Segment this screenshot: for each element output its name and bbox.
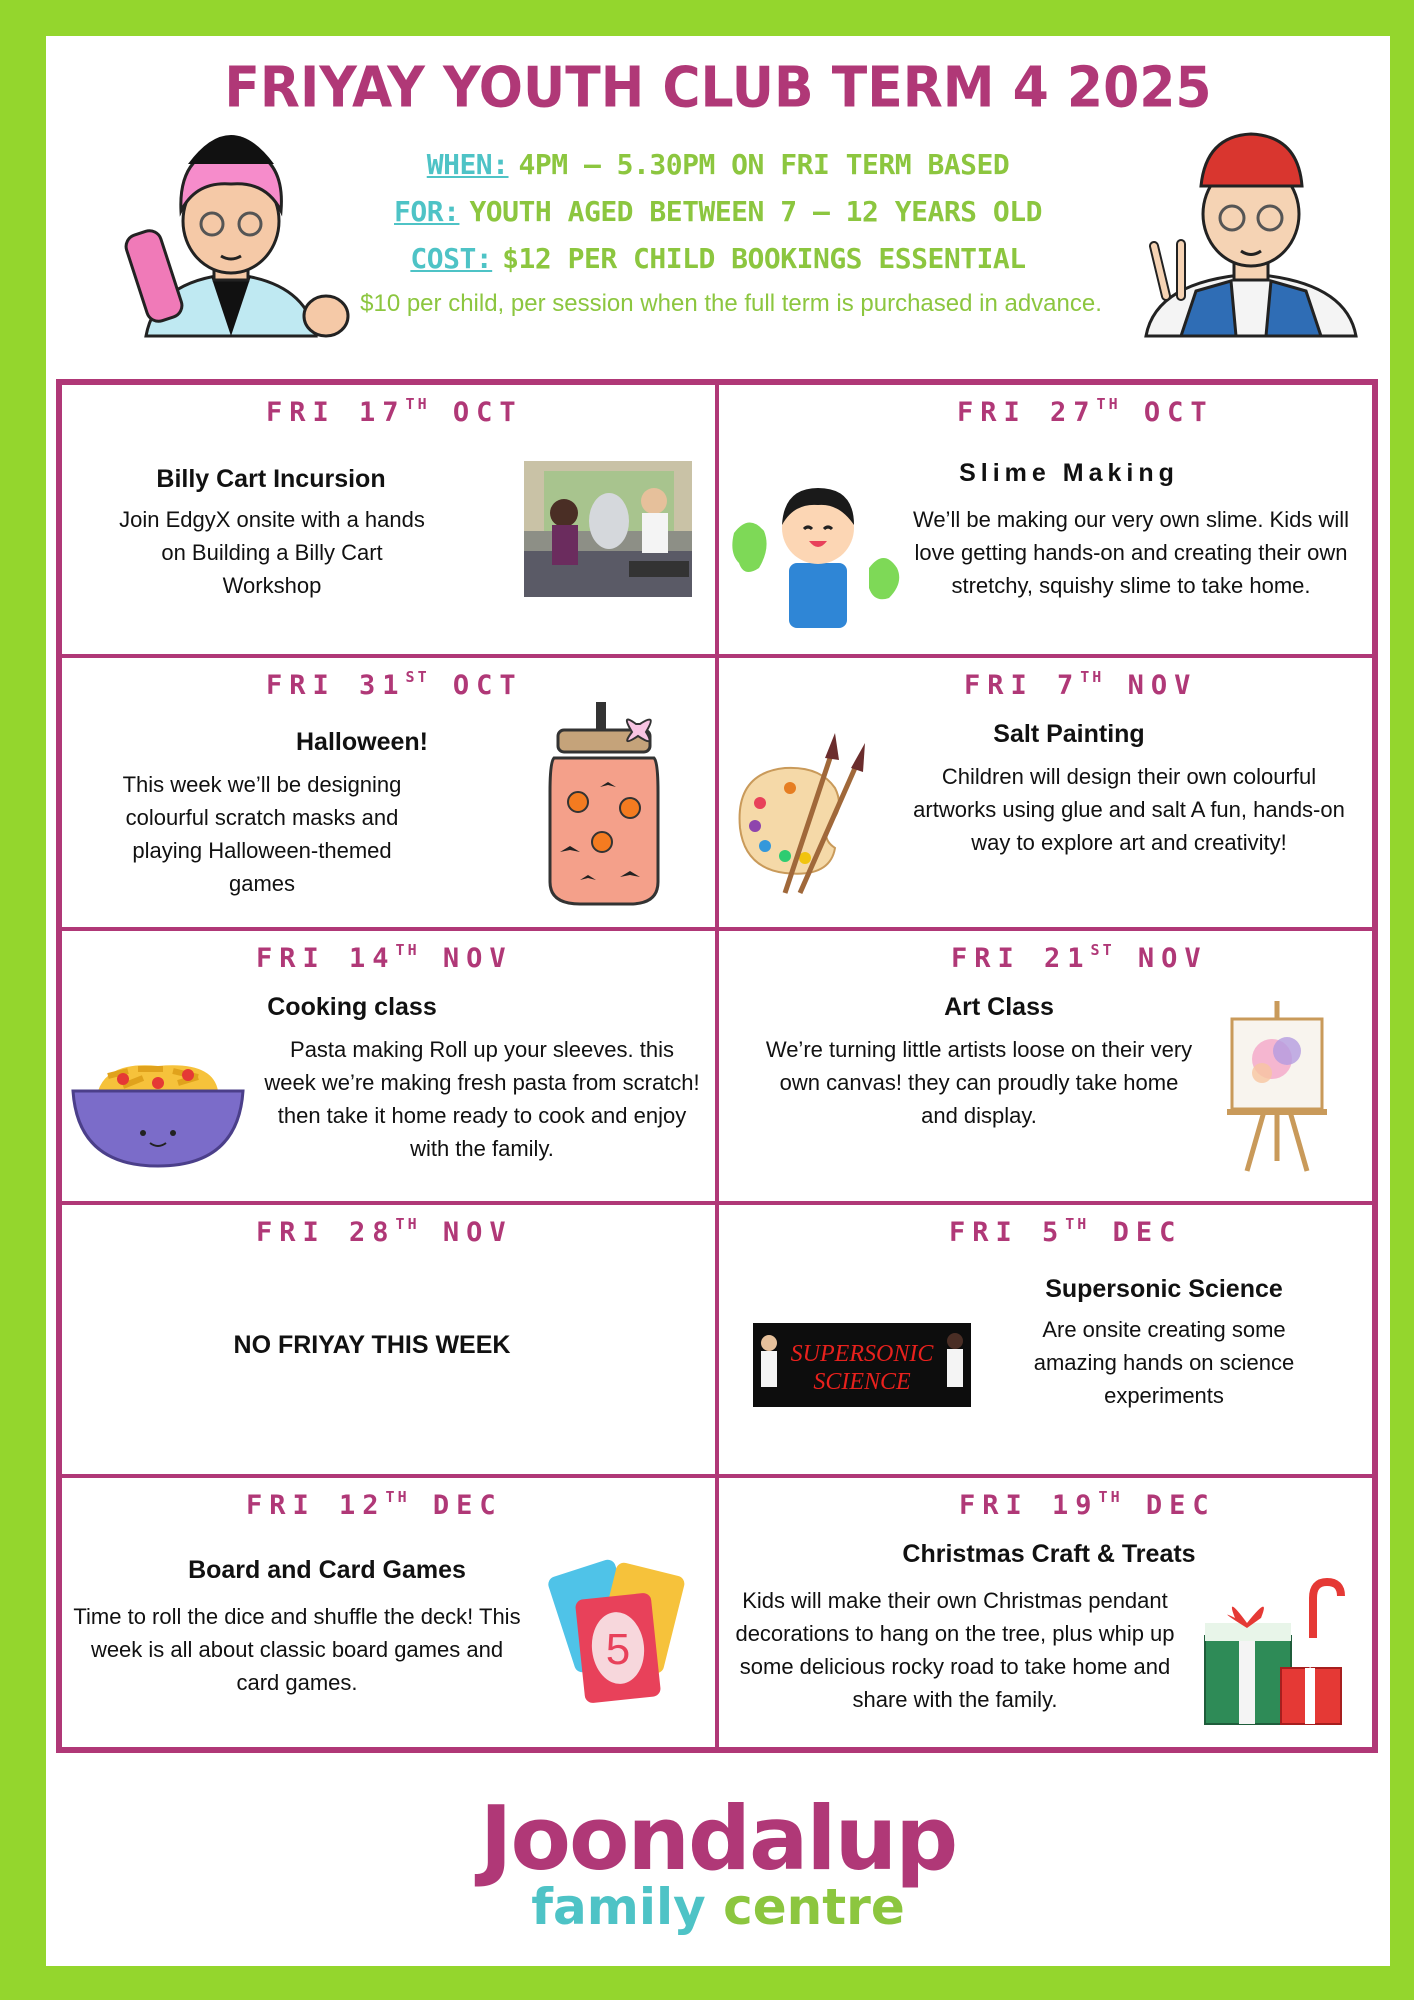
slime-kid-icon <box>729 473 904 633</box>
for-line <box>46 195 1390 228</box>
session-title: Art Class <box>944 993 1054 1022</box>
session-description: Pasta making Roll up your sleeves. this week we’re making fresh pasta from scratch! then take it home ready to cook and enjoy with the family. <box>264 1037 700 1162</box>
for-value: YOUTH AGED BETWEEN 7 – 12 YEARS OLD <box>469 195 1042 228</box>
session-cell <box>60 929 717 1202</box>
logo-line1: Joondalup <box>479 1787 957 1890</box>
session-title: NO FRIYAY THIS WEEK <box>233 1330 511 1359</box>
discount-note: $10 per child, per session when the full term is purchased in advance. <box>360 290 1102 317</box>
session-cell <box>60 1203 717 1476</box>
session-cell <box>717 1203 1374 1476</box>
session-title: Halloween! <box>296 728 428 757</box>
session-date: FRI 14TH NOV <box>256 941 513 975</box>
session-description: Time to roll the dice and shuffle the deck! This week is all about classic board games and card games. <box>73 1603 521 1695</box>
pasta-bowl-icon <box>68 1061 248 1171</box>
session-title: Board and Card Games <box>188 1555 466 1584</box>
session-description: Join EdgyX onsite with a hands on Building a Billy Cart Workshop <box>119 507 425 598</box>
session-date: FRI 12TH DEC <box>246 1487 503 1521</box>
session-cell <box>717 929 1374 1202</box>
session-date: FRI 17TH OCT <box>266 395 523 428</box>
session-date: FRI 21ST NOV <box>951 941 1208 975</box>
session-title: Slime Making <box>959 459 1179 487</box>
billy-cart-photo-icon <box>524 461 692 597</box>
session-description: We’re turning little artists loose on their very own canvas! they can proudly take home and display. <box>765 1037 1193 1129</box>
session-date: FRI 28TH NOV <box>256 1214 513 1248</box>
session-description: Kids will make their own Christmas pendant decorations to hang on the tree, plus whip up some delicious rocky road to take home and share with the family. <box>735 1587 1175 1712</box>
flyer-title: FRIYAY YOUTH CLUB TERM 4 2025 <box>224 55 1212 121</box>
session-description: This week we’ll be designing colourful scratch masks and playing Halloween-themed games <box>122 772 402 897</box>
session-date: FRI 5TH DEC <box>949 1214 1183 1248</box>
session-title: Billy Cart Incursion <box>156 465 386 493</box>
supersonic-logo-line1: SUPERSONIC <box>790 1340 934 1367</box>
flyer-page <box>46 36 1390 1966</box>
supersonic-science-logo <box>753 1323 971 1407</box>
session-description: We’ll be making our very own slime. Kids will love getting hands-on and creating their own stretchy, squishy slime to take home. <box>912 507 1350 598</box>
halloween-jar-icon <box>540 702 670 912</box>
session-date: FRI 19TH DEC <box>959 1487 1216 1521</box>
svg-text:5: 5 <box>605 1624 631 1674</box>
session-title: Cooking class <box>267 993 437 1022</box>
session-cell <box>717 1476 1374 1749</box>
cost-line <box>46 242 1390 275</box>
joondalup-family-centre-logo <box>46 1787 1390 1936</box>
session-cell <box>717 383 1374 656</box>
schedule-grid <box>56 379 1378 1753</box>
when-line <box>46 148 1390 181</box>
session-date: FRI 31ST OCT <box>266 668 523 702</box>
session-description: Children will design their own colourful artworks using glue and salt A fun, hands-on way to explore art and creativity! <box>913 764 1345 856</box>
logo-line2: family centre <box>531 1878 905 1936</box>
when-value: 4PM – 5.30PM ON FRI TERM BASED <box>518 148 1010 181</box>
session-date: FRI 27TH OCT <box>957 395 1214 428</box>
session-cell <box>60 1476 717 1749</box>
session-date: FRI 7TH NOV <box>964 668 1198 702</box>
session-cell <box>60 656 717 929</box>
easel-canvas-icon <box>1227 1001 1327 1173</box>
cost-value: $12 PER CHILD BOOKINGS ESSENTIAL <box>502 242 1026 275</box>
session-cell <box>717 656 1374 929</box>
cost-label: COST: <box>410 242 493 275</box>
session-title: Salt Painting <box>993 720 1145 749</box>
christmas-gifts-icon <box>1195 1578 1345 1728</box>
session-title: Christmas Craft & Treats <box>902 1539 1196 1568</box>
paint-palette-icon <box>735 728 875 898</box>
for-label: FOR: <box>394 195 460 228</box>
session-title: Supersonic Science <box>1045 1274 1283 1303</box>
playing-cards-icon <box>550 1556 690 1706</box>
when-label: WHEN: <box>426 148 509 181</box>
session-cell <box>60 383 717 656</box>
session-description: Are onsite creating some amazing hands on science experiments <box>1033 1316 1295 1408</box>
supersonic-logo-line2: SCIENCE <box>813 1368 911 1395</box>
